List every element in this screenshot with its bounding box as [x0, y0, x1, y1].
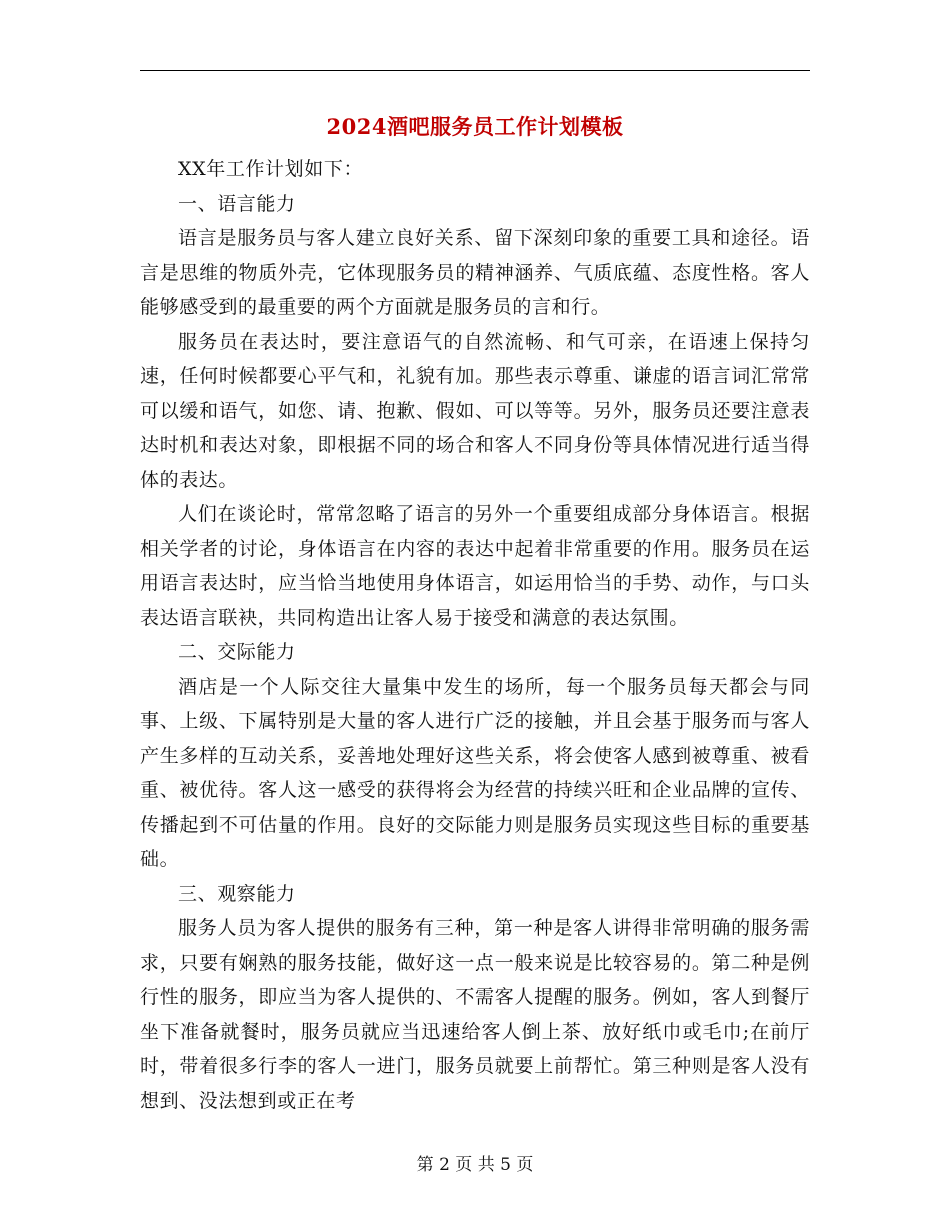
header-rule [140, 70, 810, 71]
document-title: 2024酒吧服务员工作计划模板 [326, 114, 624, 139]
paragraph: 人们在谈论时，常常忽略了语言的另外一个重要组成部分身体语言。根据相关学者的讨论，身体语言在内容的表达中起着非常重要的作用。服务员在运用语言表达时，应当恰当地使用身体语言，如运用恰当的手势、动作，与口头表达语言联袂，共同构造出让客人易于接受和满意的表达氛围。 [140, 503, 810, 629]
page-footer: 第 2 页 共 5 页 [416, 1155, 534, 1175]
section-heading-observation: 三、观察能力 [178, 882, 296, 905]
section-heading-communication: 二、交际能力 [178, 641, 296, 663]
document-body [140, 152, 810, 1118]
paragraph: 酒店是一个人际交往大量集中发生的场所，每一个服务员每天都会与同事、上级、下属特别是大量的客人进行广泛的接触，并且会基于服务而与客人产生多样的互动关系，妥善地处理好这些关系，将会使客人感到被尊重、被看重、被优待。客人这一感受的获得将会为经营的持续兴旺和企业品牌的宣传、传播起到不可估量的作用。良好的交际能力则是服务员实现这些目标的重要基础。 [140, 675, 810, 870]
paragraph: 服务人员为客人提供的服务有三种，第一种是客人讲得非常明确的服务需求，只要有娴熟的服务技能，做好这一点一般来说是比较容易的。第二种是例行性的服务，即应当为客人提供的、不需客人提醒的服务。例如，客人到餐厅坐下准备就餐时，服务员就应当迅速给客人倒上茶、放好纸巾或毛巾;在前厅时，带着很多行李的客人一进门，服务员就要上前帮忙。第三种则是客人没有想到、没法想到或正在考 [140, 917, 810, 1112]
section-heading-language: 一、语言能力 [178, 192, 296, 215]
paragraph: 语言是服务员与客人建立良好关系、留下深刻印象的重要工具和途径。语言是思维的物质外壳，它体现服务员的精神涵养、气质底蕴、态度性格。客人能够感受到的最重要的两个方面就是服务员的言和行。 [140, 227, 810, 318]
paragraph-intro: XX年工作计划如下： [178, 158, 364, 180]
paragraph: 服务员在表达时，要注意语气的自然流畅、和气可亲，在语速上保持匀速，任何时候都要心平气和，礼貌有加。那些表示尊重、谦虚的语言词汇常常可以缓和语气，如您、请、抱歉、假如、可以等等。另外，服务员还要注意表达时机和表达对象，即根据不同的场合和客人不同身份等具体情况进行适当得体的表达。 [140, 330, 810, 491]
